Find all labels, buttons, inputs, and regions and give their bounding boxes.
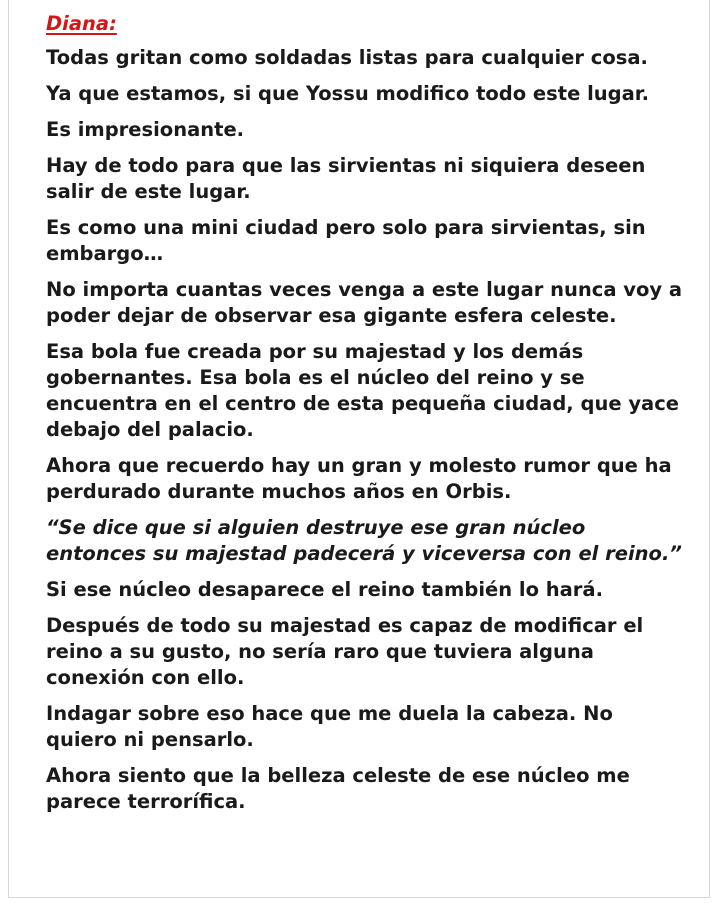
speaker-label: Diana: xyxy=(46,12,117,35)
paragraph: Ya que estamos, si que Yossu modifico todo este lugar. xyxy=(46,82,650,105)
paragraph: Hay de todo para que las sirvientas ni siquiera deseen salir de este lugar. xyxy=(46,154,646,203)
quoted-rumor-paragraph: “Se dice que si alguien destruye ese gran núcleo entonces su majestad padecerá y viceversa con el reino.” xyxy=(46,516,682,565)
paragraph: Ahora que recuerdo hay un gran y molesto rumor que ha perdurado durante muchos años en Orbis. xyxy=(46,454,672,503)
paragraph: Es como una mini ciudad pero solo para sirvientas, sin embargo… xyxy=(46,216,646,265)
document-body xyxy=(46,11,686,825)
paragraph: No importa cuantas veces venga a este lugar nunca voy a poder dejar de observar esa gigante esfera celeste. xyxy=(46,278,683,327)
paragraph-list xyxy=(46,45,686,815)
paragraph: Si ese núcleo desaparece el reino también lo hará. xyxy=(46,578,603,601)
document-page xyxy=(8,0,710,898)
paragraph: Ahora siento que la belleza celeste de ese núcleo me parece terrorífica. xyxy=(46,764,630,813)
paragraph: Es impresionante. xyxy=(46,118,245,141)
paragraph: Indagar sobre eso hace que me duela la cabeza. No quiero ni pensarlo. xyxy=(46,702,613,751)
paragraph: Después de todo su majestad es capaz de modificar el reino a su gusto, no sería raro que tuviera alguna conexión con ello. xyxy=(46,614,644,689)
paragraph: Esa bola fue creada por su majestad y los demás gobernantes. Esa bola es el núcleo del reino y se encuentra en el centro de esta pequeña ciudad, que yace debajo del palacio. xyxy=(46,340,679,441)
paragraph: Todas gritan como soldadas listas para cualquier cosa. xyxy=(46,46,648,69)
